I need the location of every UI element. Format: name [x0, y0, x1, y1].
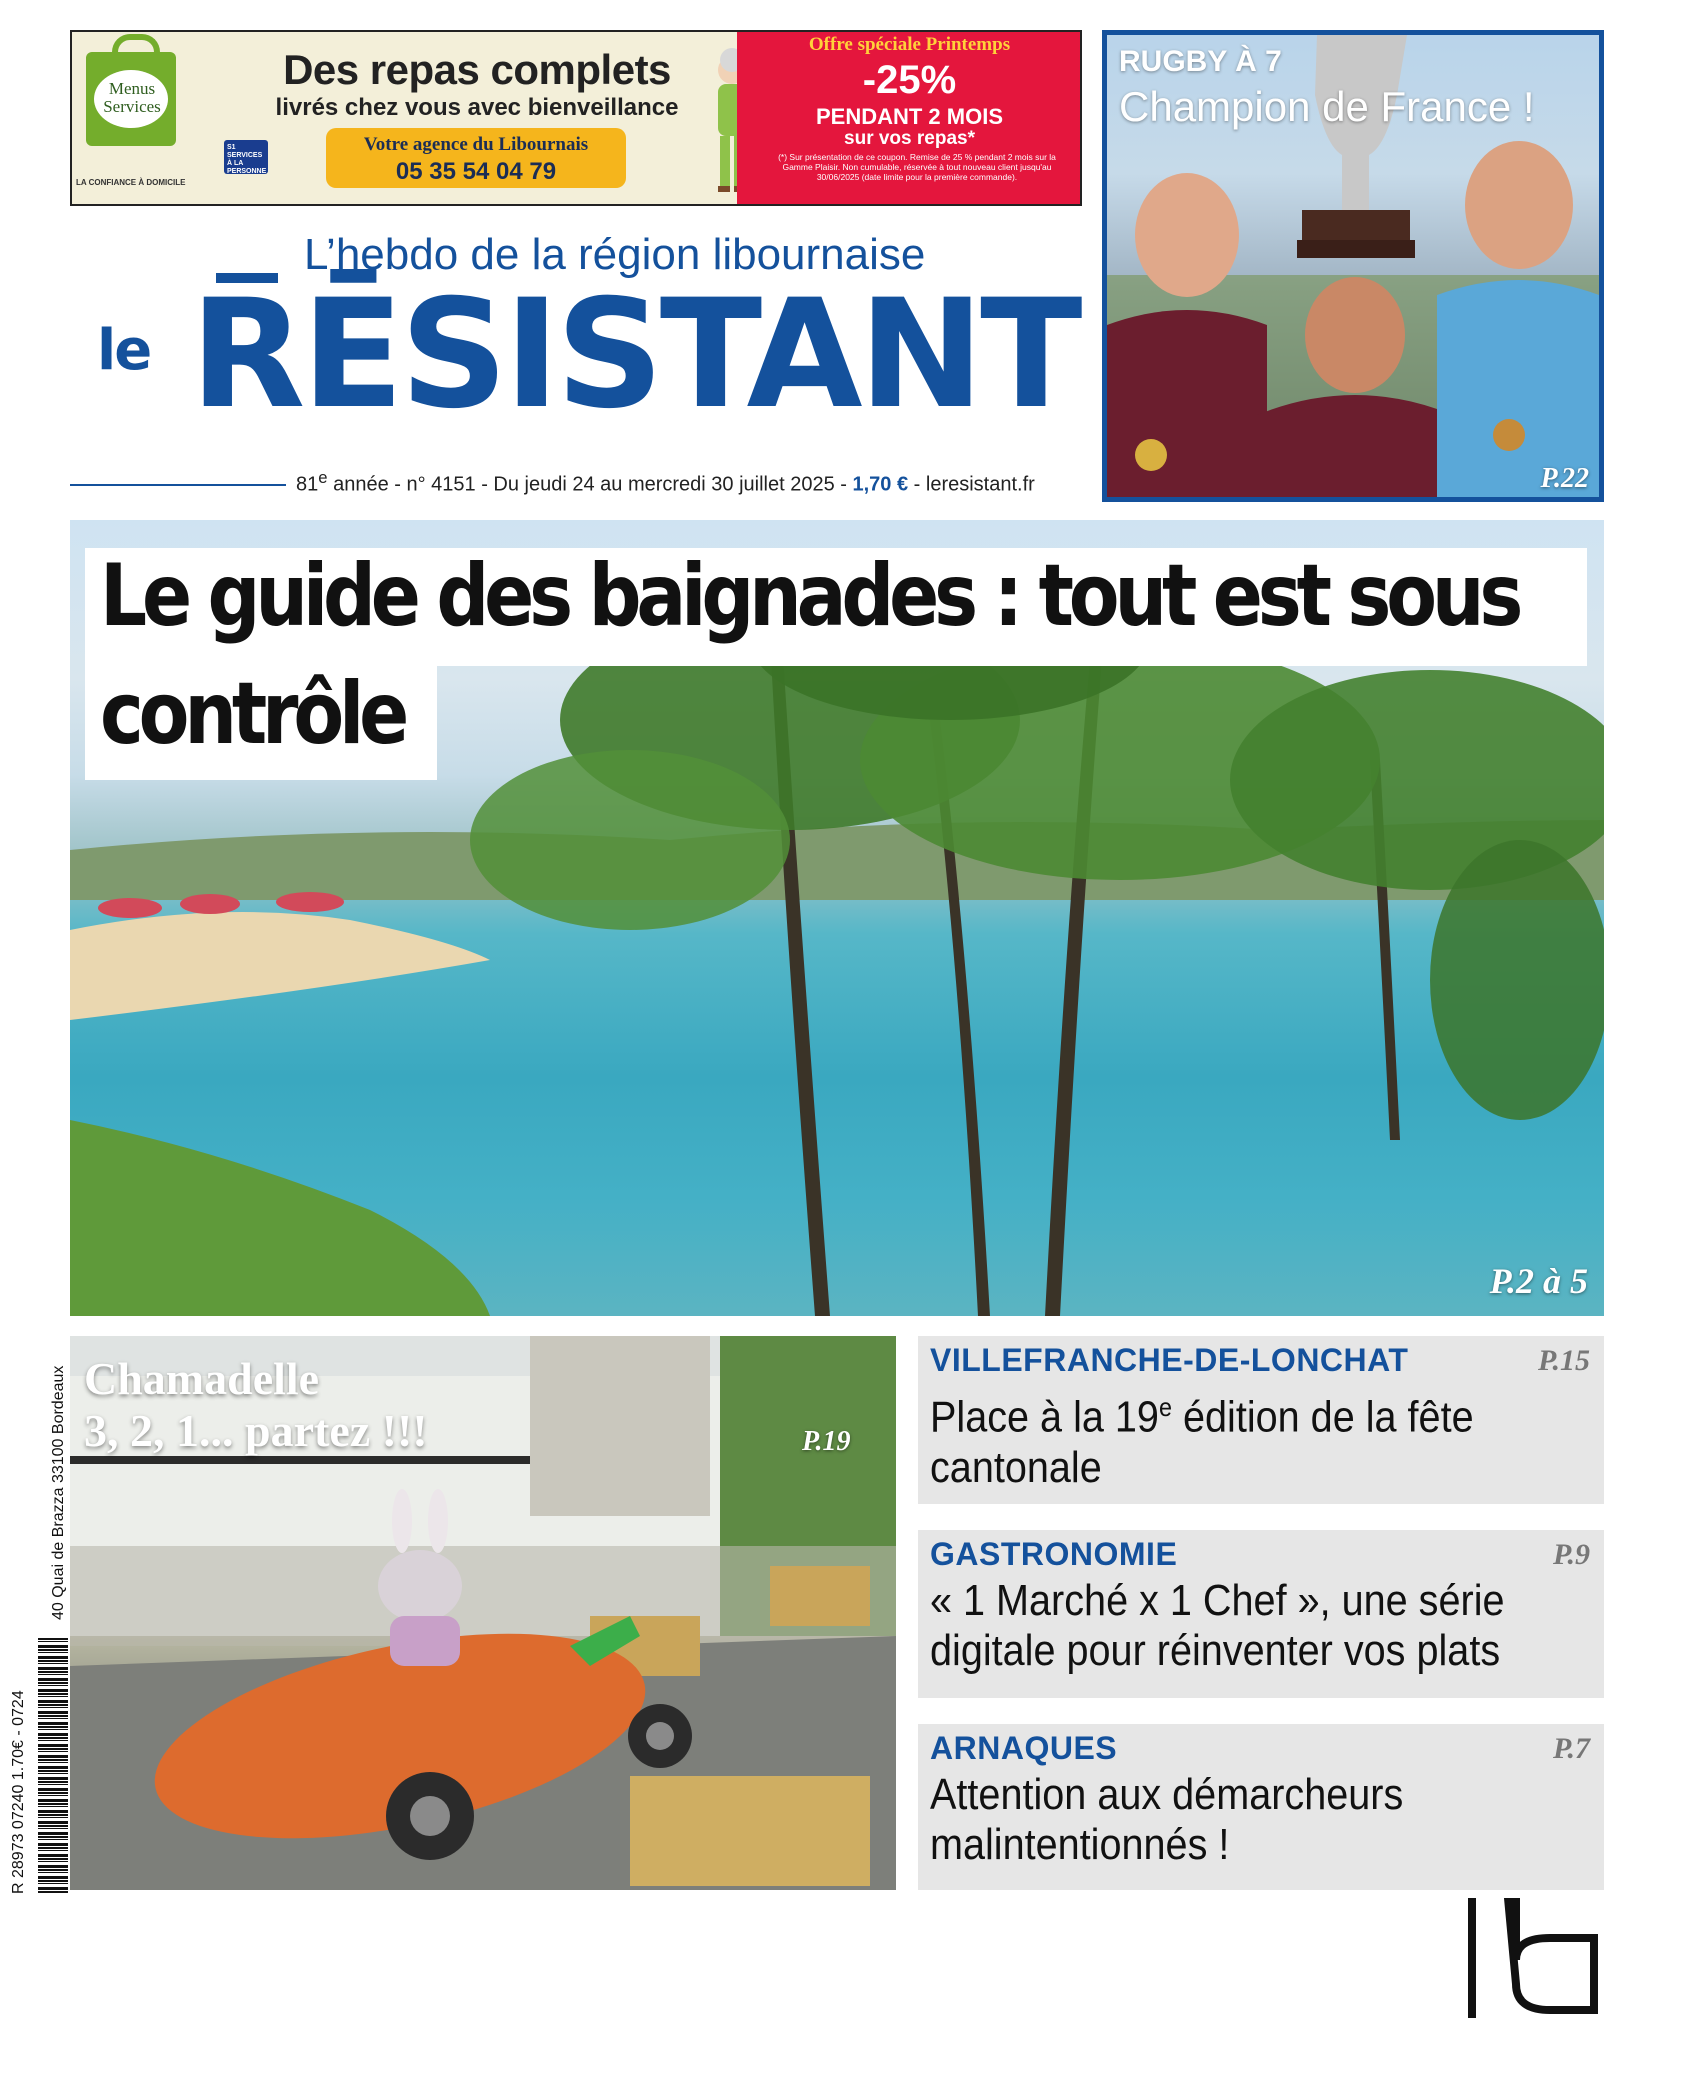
issue-divider — [70, 484, 286, 486]
story-title[interactable] — [930, 1382, 1524, 1493]
story-villefranche[interactable] — [918, 1336, 1604, 1504]
story-kicker: ARNAQUES — [930, 1730, 1118, 1766]
story-title-part-b: édition de la fête cantonale — [930, 1392, 1474, 1492]
ad-offer-label: Offre spéciale Printemps — [808, 34, 1011, 55]
logo-tagline: LA CONFIANCE À DOMICILE — [76, 178, 186, 187]
barcode — [38, 1638, 68, 1894]
story-arnaques[interactable] — [918, 1724, 1604, 1890]
logo-line-1: Menus — [108, 79, 156, 98]
story-title-part-a: Place à la 19 — [930, 1392, 1159, 1442]
agency-box[interactable] — [326, 128, 626, 188]
masthead-le: le — [97, 318, 151, 383]
issue-number: 81 — [296, 473, 319, 496]
main-page-ref: P.2 à 5 — [1489, 1261, 1588, 1301]
masthead-tagline: L’hebdo de la région libournaise — [304, 230, 926, 279]
logo-line-2: Services — [103, 97, 161, 116]
story-kicker: GASTRONOMIE — [930, 1536, 1178, 1572]
ad-discount: -25% — [862, 58, 957, 102]
soapbox-story-photo[interactable] — [70, 1336, 896, 1890]
ad-left-panel — [72, 32, 737, 204]
story-kicker: VILLEFRANCHE-DE-LONCHAT — [930, 1342, 1409, 1378]
barcode-number: R 28973 07240 1.70€ - 0724 — [10, 1690, 27, 1894]
agency-label: Votre agence du Libournais — [363, 134, 589, 155]
rugby-teaser[interactable] — [1102, 30, 1604, 502]
soapbox-title-line2[interactable]: 3, 2, 1... partez !!! — [84, 1405, 428, 1456]
story-page-ref: P.15 — [1538, 1344, 1590, 1377]
soapbox-page-ref: P.19 — [802, 1426, 851, 1457]
issue-dates: année - n° 4151 - Du jeudi 24 au mercredi 30 juillet 2025 - — [327, 473, 853, 496]
ld-logo-icon — [1468, 1898, 1604, 2018]
rugby-page-ref: P.22 — [1540, 463, 1589, 494]
ad-duration: PENDANT 2 MOIS — [815, 104, 1004, 129]
issue-sup: e — [318, 468, 328, 487]
ad-offer-panel — [737, 32, 1082, 204]
story-title[interactable]: « 1 Marché x 1 Chef », une série digitale pour réinventer vos plats — [930, 1576, 1505, 1675]
soapbox-title-line1[interactable]: Chamadelle — [84, 1353, 320, 1404]
ad-title: Des repas complets — [283, 46, 671, 93]
issue-price: 1,70 € — [852, 473, 909, 496]
story-page-ref: P.9 — [1553, 1538, 1590, 1571]
rugby-kicker: RUGBY À 7 — [1119, 45, 1282, 78]
ad-fine-print: (*) Sur présentation de ce coupon. Remise de 25 % pendant 2 mois sur la Gamme Plaisir. Non cumulable, réservée à tout nouveau client jusqu'au 30/06/2025 (date limite pour la première commande). — [778, 152, 1056, 182]
menus-services-logo — [92, 80, 172, 116]
main-headline-line1[interactable]: Le guide des baignades : tout est sous — [100, 546, 1519, 646]
issue-website[interactable]: - leresistant.fr — [908, 473, 1035, 496]
agency-phone[interactable]: 05 35 54 04 79 — [395, 158, 557, 185]
ad-subtitle: livrés chez vous avec bienveillance — [275, 94, 679, 121]
story-title[interactable]: Attention aux démarcheurs malintentionnés ! — [930, 1770, 1404, 1869]
ad-on-meals: sur vos repas* — [844, 128, 975, 149]
issue-info — [296, 468, 1086, 497]
story-gastronomie[interactable] — [918, 1530, 1604, 1698]
main-headline-line2[interactable]: contrôle — [100, 664, 405, 764]
main-story-photo[interactable] — [70, 520, 1604, 1316]
story-page-ref: P.7 — [1553, 1732, 1590, 1765]
masthead-title[interactable]: RĒSISTANT — [190, 268, 1079, 442]
story-title-sup: e — [1158, 1392, 1172, 1422]
publisher-address: 40 Quai de Brazza 33100 Bordeaux — [50, 1365, 67, 1620]
top-advertisement[interactable] — [70, 30, 1082, 206]
services-badge: S1 SERVICES À LA PERSONNE — [224, 140, 268, 174]
rugby-headline[interactable]: Champion de France ! — [1119, 83, 1535, 130]
